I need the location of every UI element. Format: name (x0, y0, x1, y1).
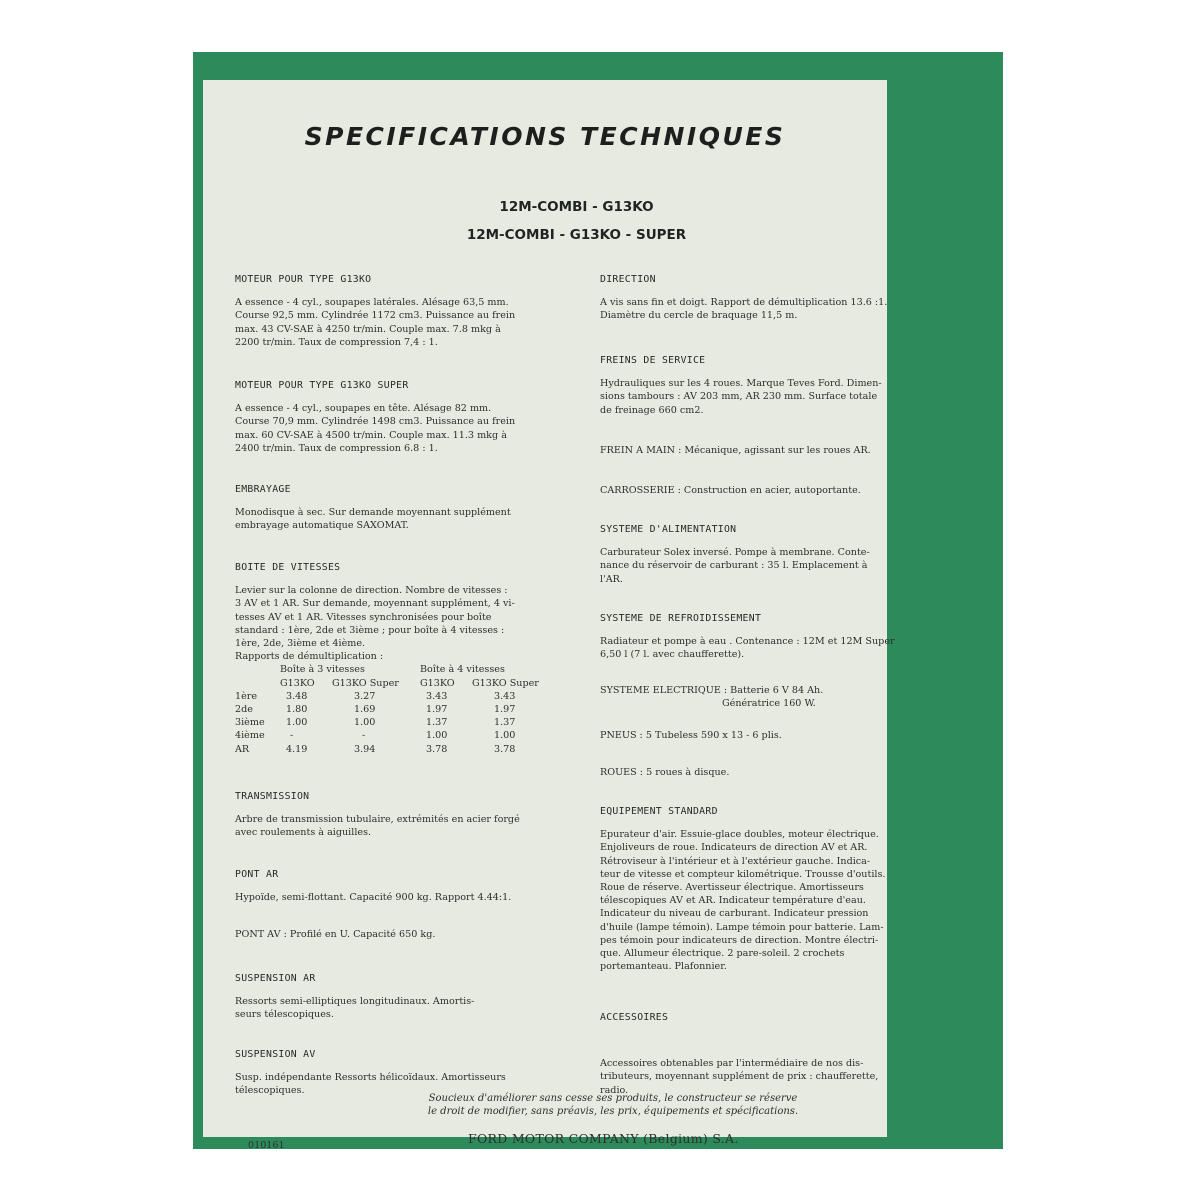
section-heading: EQUIPEMENT STANDARD (600, 806, 718, 817)
section-embrayage (235, 483, 575, 533)
section-electrique (600, 684, 930, 710)
column-header: G13KO (280, 677, 315, 689)
table-group-header-row (235, 663, 560, 676)
section-heading: PONT AR (235, 869, 279, 880)
section-moteur-super (235, 379, 575, 455)
section-text: Monodisque à sec. Sur demande moyennant supplément embrayage automatique SAXOMAT. (235, 507, 511, 532)
section-frein-main (600, 444, 930, 457)
section-text: PNEUS : 5 Tubeless 590 x 13 - 6 plis. (600, 730, 782, 741)
gear-ratio-table (235, 663, 560, 755)
table-cell: 3.94 (354, 743, 376, 755)
document-code: 010161 (248, 1140, 285, 1151)
section-alimentation (600, 523, 930, 586)
group-header: Boîte à 4 vitesses (420, 664, 505, 676)
table-cell: 1.00 (286, 717, 308, 729)
section-pneus (600, 729, 930, 742)
section-direction (600, 273, 930, 323)
column-header: G13KO (420, 677, 455, 689)
group-header: Boîte à 3 vitesses (280, 664, 365, 676)
section-suspension-av (235, 1048, 575, 1098)
table-cell: 3.78 (426, 743, 448, 755)
section-text: Accessoires obtenables par l'intermédiaire de nos dis- tributeurs, moyennant supplément de prix : chaufferette, radio. (600, 1058, 879, 1096)
model-line-1: 12M-COMBI - G13KO (499, 199, 654, 215)
table-column-header-row (235, 677, 560, 690)
disclaimer-notice: Soucieux d'améliorer sans cesse ses produits, le constructeur se réserve le droit de modifier, sans préavis, les prix, équipements et spécifications. (427, 1093, 799, 1117)
section-text: Susp. indépendante Ressorts hélicoïdaux. Amortisseurs télescopiques. (235, 1072, 506, 1097)
section-text: A essence - 4 cyl., soupapes latérales. Alésage 63,5 mm. Course 92,5 mm. Cylindrée 1172 cm3. Puissance au frein max. 43 CV-SAE à 4250 tr/min. Couple max. 7.8 mkg à 2200 tr/min. Taux de compression 7,4 : 1. (235, 297, 516, 348)
model-line-2: 12M-COMBI - G13KO - SUPER (466, 227, 687, 243)
section-heading: DIRECTION (600, 274, 656, 285)
section-suspension-ar (235, 972, 575, 1022)
spec-sheet-border (193, 52, 1003, 1149)
section-text: Hydrauliques sur les 4 roues. Marque Teves Ford. Dimen- sions tambours : AV 203 mm, AR 230 mm. Surface totale de freinage 660 cm2. (600, 378, 882, 416)
section-moteur (235, 273, 575, 349)
section-pont-ar (235, 868, 575, 904)
section-roues (600, 766, 930, 779)
section-text: A essence - 4 cyl., soupapes en tête. Alésage 82 mm. Course 70,9 mm. Cylindrée 1498 cm3. Puissance au frein max. 60 CV-SAE à 4500 tr/min. Couple max. 11.3 mkg à 2400 tr/min. Taux de compression 6.8 : 1. (235, 403, 516, 454)
table-row (235, 703, 560, 716)
section-heading: EMBRAYAGE (235, 484, 291, 495)
row-label: 3ième (235, 717, 265, 729)
spec-sheet-paper (203, 80, 895, 1151)
row-label: 1ère (235, 690, 258, 702)
section-carrosserie (600, 484, 930, 497)
section-text: Levier sur la colonne de direction. Nombre de vitesses : 3 AV et 1 AR. Sur demande, moyennant supplément, 4 vi- tesses AV et 1 AR. Vitesses synchronisées pour boîte standard : 1ère, 2de et 3ième ; pour boîte à 4 vitesses : 1ère, 2de, 3ième et 4ième. Rapports de démultiplication : (235, 585, 515, 663)
section-refroidissement (600, 612, 930, 662)
company-name: FORD MOTOR COMPANY (Belgium) S.A. (468, 1131, 739, 1146)
section-text: Arbre de transmission tubulaire, extrémités en acier forgé avec roulements à aiguilles. (235, 814, 520, 839)
row-label: 4ième (235, 730, 265, 742)
table-cell: 1.37 (494, 717, 516, 729)
table-cell: 3.48 (286, 690, 308, 702)
section-heading: SUSPENSION AR (235, 973, 316, 984)
table-cell: 1.00 (426, 730, 448, 742)
table-cell: 1.69 (354, 704, 376, 716)
section-text: Carburateur Solex inversé. Pompe à membrane. Conte- nance du réservoir de carburant : 35 l. Emplacement à l'AR. (600, 547, 870, 585)
table-cell: 1.00 (354, 717, 376, 729)
section-heading: TRANSMISSION (235, 791, 310, 802)
section-pont-av (235, 928, 575, 941)
table-cell: 1.97 (426, 704, 448, 716)
section-text: A vis sans fin et doigt. Rapport de démultiplication 13.6 :1. Diamètre du cercle de braquage 11,5 m. (600, 297, 888, 322)
section-equipement (600, 805, 930, 973)
section-freins (600, 354, 930, 417)
column-header: G13KO Super (472, 677, 539, 689)
table-cell: 3.43 (494, 690, 516, 702)
table-cell: 3.43 (426, 690, 448, 702)
section-text: Epurateur d'air. Essuie-glace doubles, moteur électrique. Enjoliveurs de roue. Indicateurs de direction AV et AR. Rétroviseur à l'intérieur et à l'extérieur gauche. Indica- teur de vitesse et compteur kilométrique. Trousse d'outils. Roue de réserve. Avertisseur électrique. Amortisseurs télescopiques AV et AR. Indicateur température d'eau. Indicateur du niveau de carburant. Indicateur pression d'huile (lampe témoin). Lampe témoin pour batterie. Lam- pes témoin pour indicateurs de direction. Montre électri- que. Allumeur électrique. 2 pare-soleil. 2 crochets portemanteau. Plafonnier. (600, 829, 886, 973)
section-heading: FREINS DE SERVICE (600, 355, 706, 366)
section-text: ROUES : 5 roues à disque. (600, 767, 730, 778)
section-heading: SUSPENSION AV (235, 1049, 316, 1060)
row-label: AR (235, 743, 250, 755)
section-text: FREIN A MAIN : Mécanique, agissant sur les roues AR. (600, 445, 871, 456)
table-row (235, 716, 560, 729)
table-cell: 4.19 (286, 743, 308, 755)
section-heading: SYSTEME DE REFROIDISSEMENT (600, 613, 762, 624)
section-heading: MOTEUR POUR TYPE G13KO (235, 274, 372, 285)
section-boite (235, 561, 575, 756)
table-row (235, 690, 560, 703)
section-accessoires (600, 1011, 930, 1097)
section-heading: ACCESSOIRES (600, 1012, 669, 1023)
column-header: G13KO Super (332, 677, 399, 689)
table-cell: 1.37 (426, 717, 448, 729)
table-row (235, 743, 560, 756)
section-transmission (235, 790, 575, 840)
section-text: Ressorts semi-elliptiques longitudinaux. Amortis- seurs télescopiques. (235, 996, 475, 1021)
section-text: SYSTEME ELECTRIQUE : Batterie 6 V 84 Ah. Génératrice 160 W. (600, 685, 824, 710)
section-text: CARROSSERIE : Construction en acier, autoportante. (600, 485, 861, 496)
document-title: SPECIFICATIONS TECHNIQUES (304, 122, 786, 151)
table-cell: 3.78 (494, 743, 516, 755)
table-cell: 1.97 (494, 704, 516, 716)
section-heading: SYSTEME D'ALIMENTATION (600, 524, 737, 535)
row-label: 2de (235, 704, 253, 716)
section-text: Radiateur et pompe à eau . Contenance : 12M et 12M Super 6,50 l (7 l. avec chaufferette). (600, 636, 895, 661)
table-cell: 1.80 (286, 704, 308, 716)
section-text: PONT AV : Profilé en U. Capacité 650 kg. (235, 929, 436, 940)
section-heading: MOTEUR POUR TYPE G13KO SUPER (235, 380, 409, 391)
section-text: Hypoïde, semi-flottant. Capacité 900 kg. Rapport 4.44:1. (235, 892, 512, 904)
table-cell: - (290, 730, 294, 742)
table-cell: - (362, 730, 366, 742)
table-cell: 1.00 (494, 730, 516, 742)
section-heading: BOITE DE VITESSES (235, 562, 341, 573)
table-cell: 3.27 (354, 690, 376, 702)
table-row (235, 729, 560, 742)
